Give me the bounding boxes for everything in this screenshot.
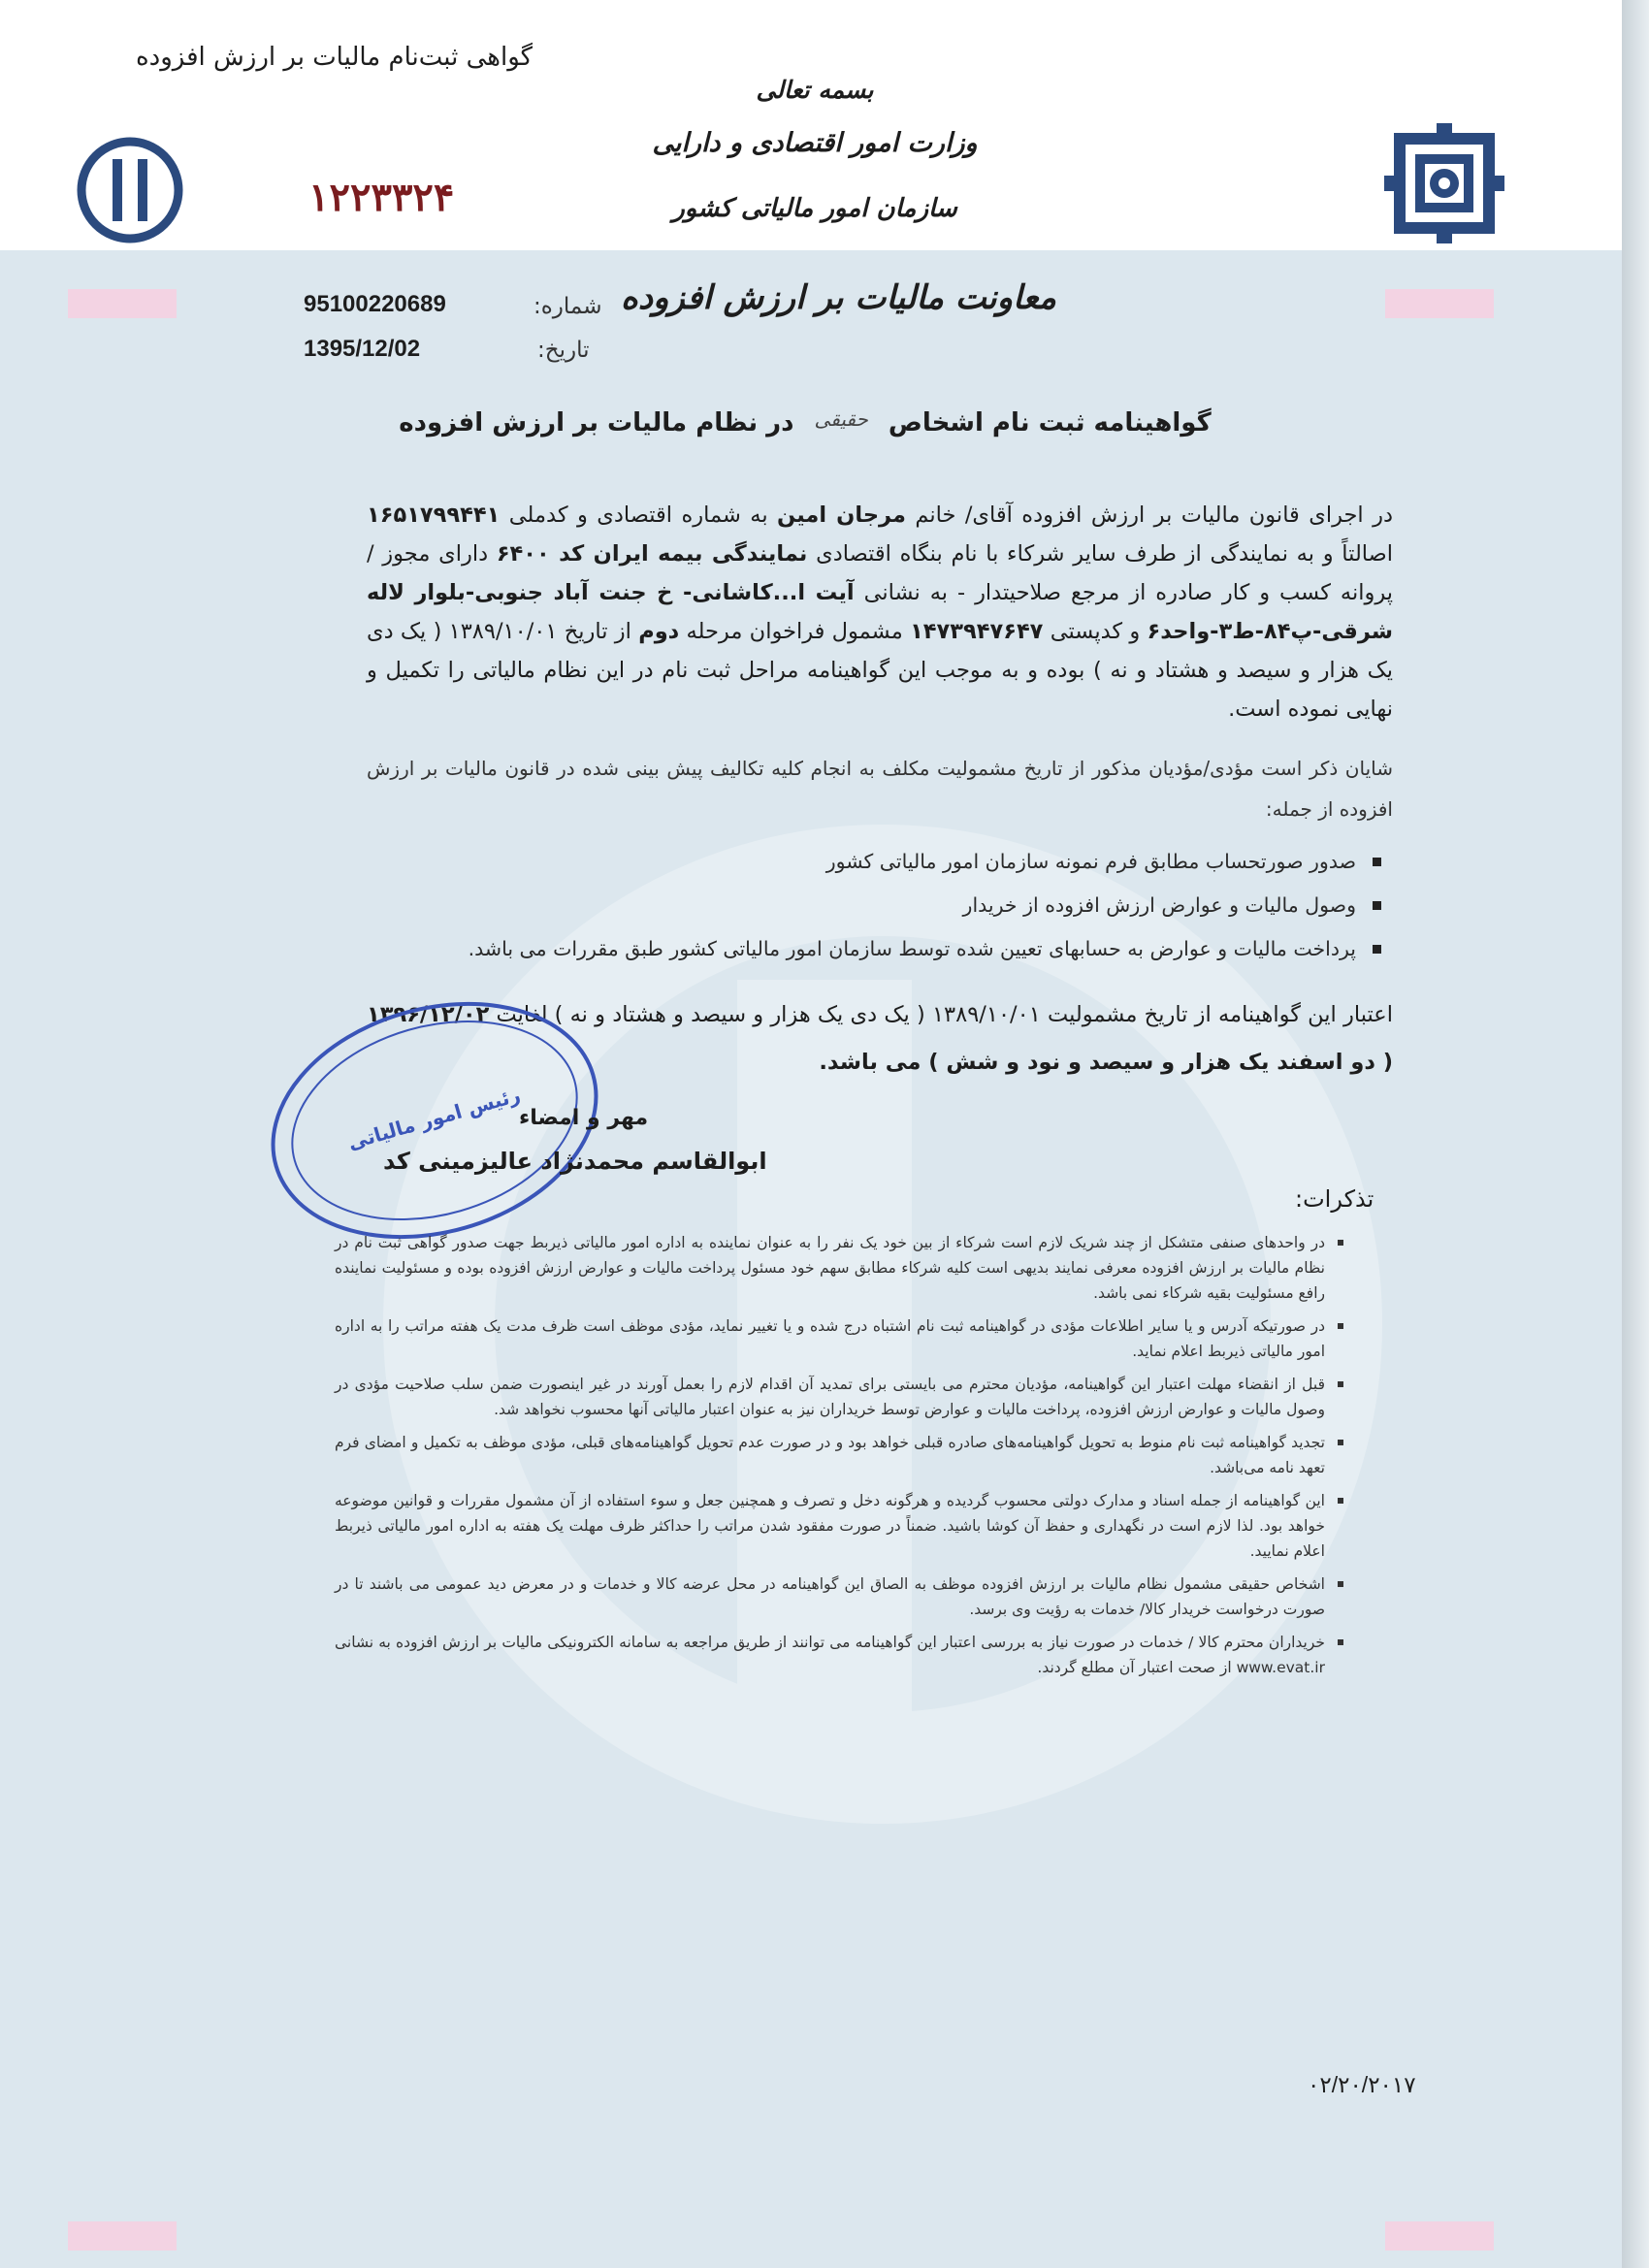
certificate-body: [367, 496, 1393, 729]
stamp-title-text: رئیس امور مالیاتی: [344, 1083, 523, 1154]
serial-number: ۱۲۲۳۳۲۴: [308, 175, 455, 220]
remark-item: در واحدهای صنفی متشکل از چند شریک لازم است شرکاء از بین خود یک نفر را به عنوان نماینده به اداره امور مالیاتی ذیربط جهت صدور گواهی ثبت نام در نظام مالیات بر ارزش افزوده معرفی نمایند بدیهی است کلیه شرکاء مطابق سهم خود مسئول پرداخت مالیات و عوارض ارزش افزوده بوده و مسئولیت نماینده رافع مسئولیت بقیه شرکاء نمی باشد.: [335, 1230, 1346, 1306]
signatory-name: ابوالقاسم محمدنژاد عالیزمینی کد: [383, 1148, 767, 1175]
bismillah: بسمه تعالی: [756, 76, 874, 104]
taxpayer-name: مرجان امین: [777, 502, 906, 528]
pink-security-band: [68, 2221, 177, 2251]
duty-item: صدور صورتحساب مطابق فرم نمونه سازمان امور مالیاتی کشور: [367, 840, 1383, 884]
number-label: شماره:: [534, 294, 602, 319]
date-value: 1395/12/02: [304, 336, 421, 362]
organization-name: سازمان امور مالیاتی کشور: [672, 194, 957, 223]
registration-phase: دوم: [638, 619, 680, 644]
body-text: و کدپستی: [1050, 619, 1141, 644]
duties-list: [367, 840, 1383, 971]
postal-code: ۱۴۷۳۹۴۷۶۴۷: [910, 619, 1044, 644]
remark-item: قبل از انقضاء مهلت اعتبار این گواهینامه، مؤدیان محترم می بایستی برای تمدید آن اقدام لازم را بعمل آورند در غیر اینصورت ضمن سلب صلاحیت مؤدی در وصول مالیات و عوارض ارزش افزوده، پرداخت مالیات و عوارض توسط خریداران نیز به عنوان اعتبار مالیاتی آنها محسوب نخواهد شد.: [335, 1372, 1346, 1422]
business-address: آیت ا...کاشانی- خ جنت آباد جنوبی-بلوار لاله شرقی-پ۸۴-ط۳-واحد۶: [367, 580, 1394, 644]
ministry-name: وزارت امور اقتصادی و دارایی: [652, 128, 978, 158]
body-text: از تاریخ ۱۳۸۹/۱۰/۰۱ ( یک دی یک هزار و سیصد و هشتاد و نه ) بوده و به موجب این گواهینامه مراحل ثبت نام در این نظام مالیاتی را تکمیل و نهایی نموده است.: [367, 619, 1393, 722]
body-text: اصالتاً و به نمایندگی از طرف سایر شرکاء با نام بنگاه اقتصادی: [816, 541, 1394, 567]
duty-item: پرداخت مالیات و عوارض به حسابهای تعیین شده توسط سازمان امور مالیاتی کشور طبق مقررات می باشد.: [367, 927, 1383, 971]
pink-security-band: [1385, 289, 1494, 318]
certificate-title: [0, 407, 1610, 437]
remark-item: این گواهینامه از جمله اسناد و مدارک دولتی محسوب گردیده و هرگونه دخل و تصرف و همچنین جعل و سوء استفاده از آن مشمول مقررات و قوانین موضوعه خواهد بود. لذا لازم است در نگهداری و حفظ آن کوشا باشید. ضمناً در صورت مفقود شدن مراتب را حداکثر ظرف مهلت یک هفته به اداره امور مالیاتی ذیربط اعلام نمایید.: [335, 1488, 1346, 1564]
remark-item: تجدید گواهینامه ثبت نام منوط به تحویل گواهینامه‌های صادره قبلی خواهد بود و در صورت عدم تحویل گواهینامه‌های قبلی، مؤدی موظف به تکمیل و امضای فرم تعهد نامه می‌باشد.: [335, 1430, 1346, 1480]
signature-caption: مهر و امضاء: [519, 1106, 649, 1130]
top-caption: گواهی ثبت‌نام مالیات بر ارزش افزوده: [136, 43, 534, 72]
validity-end-date: ۱۳۹۶/۱۲/۰۲ ( دو اسفند یک هزار و سیصد و نود و شش ) می باشد.: [367, 1002, 1393, 1075]
title-handwritten-type: حقیقی: [814, 407, 868, 431]
body-text: دارای مجوز / پروانه کسب و کار صادره از مرجع صلاحیتدار - به نشانی: [367, 541, 1393, 605]
date-label: تاریخ:: [537, 338, 590, 363]
validity-text: اعتبار این گواهینامه از تاریخ مشمولیت ۱۳۸۹/۱۰/۰۱ ( یک دی یک هزار و سیصد و هشتاد و نه ) لغایت: [496, 1002, 1393, 1027]
pink-security-band: [1385, 2221, 1494, 2251]
title-part-1: گواهینامه ثبت نام اشخاص: [888, 408, 1212, 437]
tax-organization-logo-icon: [1382, 121, 1506, 249]
handwritten-footer-date: ۰۲/۲۰/۲۰۱۷: [1308, 2072, 1416, 2097]
number-value: 95100220689: [304, 291, 446, 317]
remarks-list: [335, 1230, 1346, 1688]
duty-item: وصول مالیات و عوارض ارزش افزوده از خریدار: [367, 884, 1383, 927]
remark-item: خریداران محترم کالا / خدمات در صورت نیاز به بررسی اعتبار این گواهینامه می توانند از طریق مراجعه به سامانه الکترونیکی مالیات بر ارزش افزوده به نشانی www.evat.ir از صحت اعتبار آن مطلع گردند.: [335, 1630, 1346, 1680]
deputy-title: معاونت مالیات بر ارزش افزوده: [621, 278, 1056, 317]
title-part-2: در نظام مالیات بر ارزش افزوده: [399, 408, 794, 437]
remark-item: در صورتیکه آدرس و یا سایر اطلاعات مؤدی در گواهینامه ثبت نام اشتباه درج شده و یا تغییر نماید، مؤدی موظف است ظرف مدت یک هفته مراتب را به اداره امور مالیاتی ذیربط اعلام نماید.: [335, 1313, 1346, 1364]
remarks-heading: تذکرات:: [1295, 1185, 1374, 1213]
body-text: به شماره اقتصادی و کدملی: [508, 502, 768, 528]
vat-logo-icon: [76, 136, 184, 248]
scan-edge: [1622, 0, 1649, 2268]
obligations-note: شایان ذکر است مؤدی/مؤدیان مذکور از تاریخ مشمولیت مکلف به انجام کلیه تکالیف پیش بینی شده در قانون مالیات بر ارزش افزوده از جمله:: [367, 757, 1393, 821]
body-text: در اجرای قانون مالیات بر ارزش افزوده آقای/ خانم: [915, 502, 1393, 528]
pink-security-band: [68, 289, 177, 318]
business-name: نمایندگی بیمه ایران کد ۶۴۰۰: [496, 541, 808, 567]
body-text: مشمول فراخوان مرحله: [686, 619, 903, 644]
remark-item: اشخاص حقیقی مشمول نظام مالیات بر ارزش افزوده موظف به الصاق این گواهینامه در محل عرضه کالا و خدمات و در معرض دید عمومی می باشند تا در صورت درخواست خریدار کالا/ خدمات به رؤیت وی برسد.: [335, 1571, 1346, 1622]
national-id: ۱۶۵۱۷۹۹۴۴۱: [367, 502, 501, 528]
